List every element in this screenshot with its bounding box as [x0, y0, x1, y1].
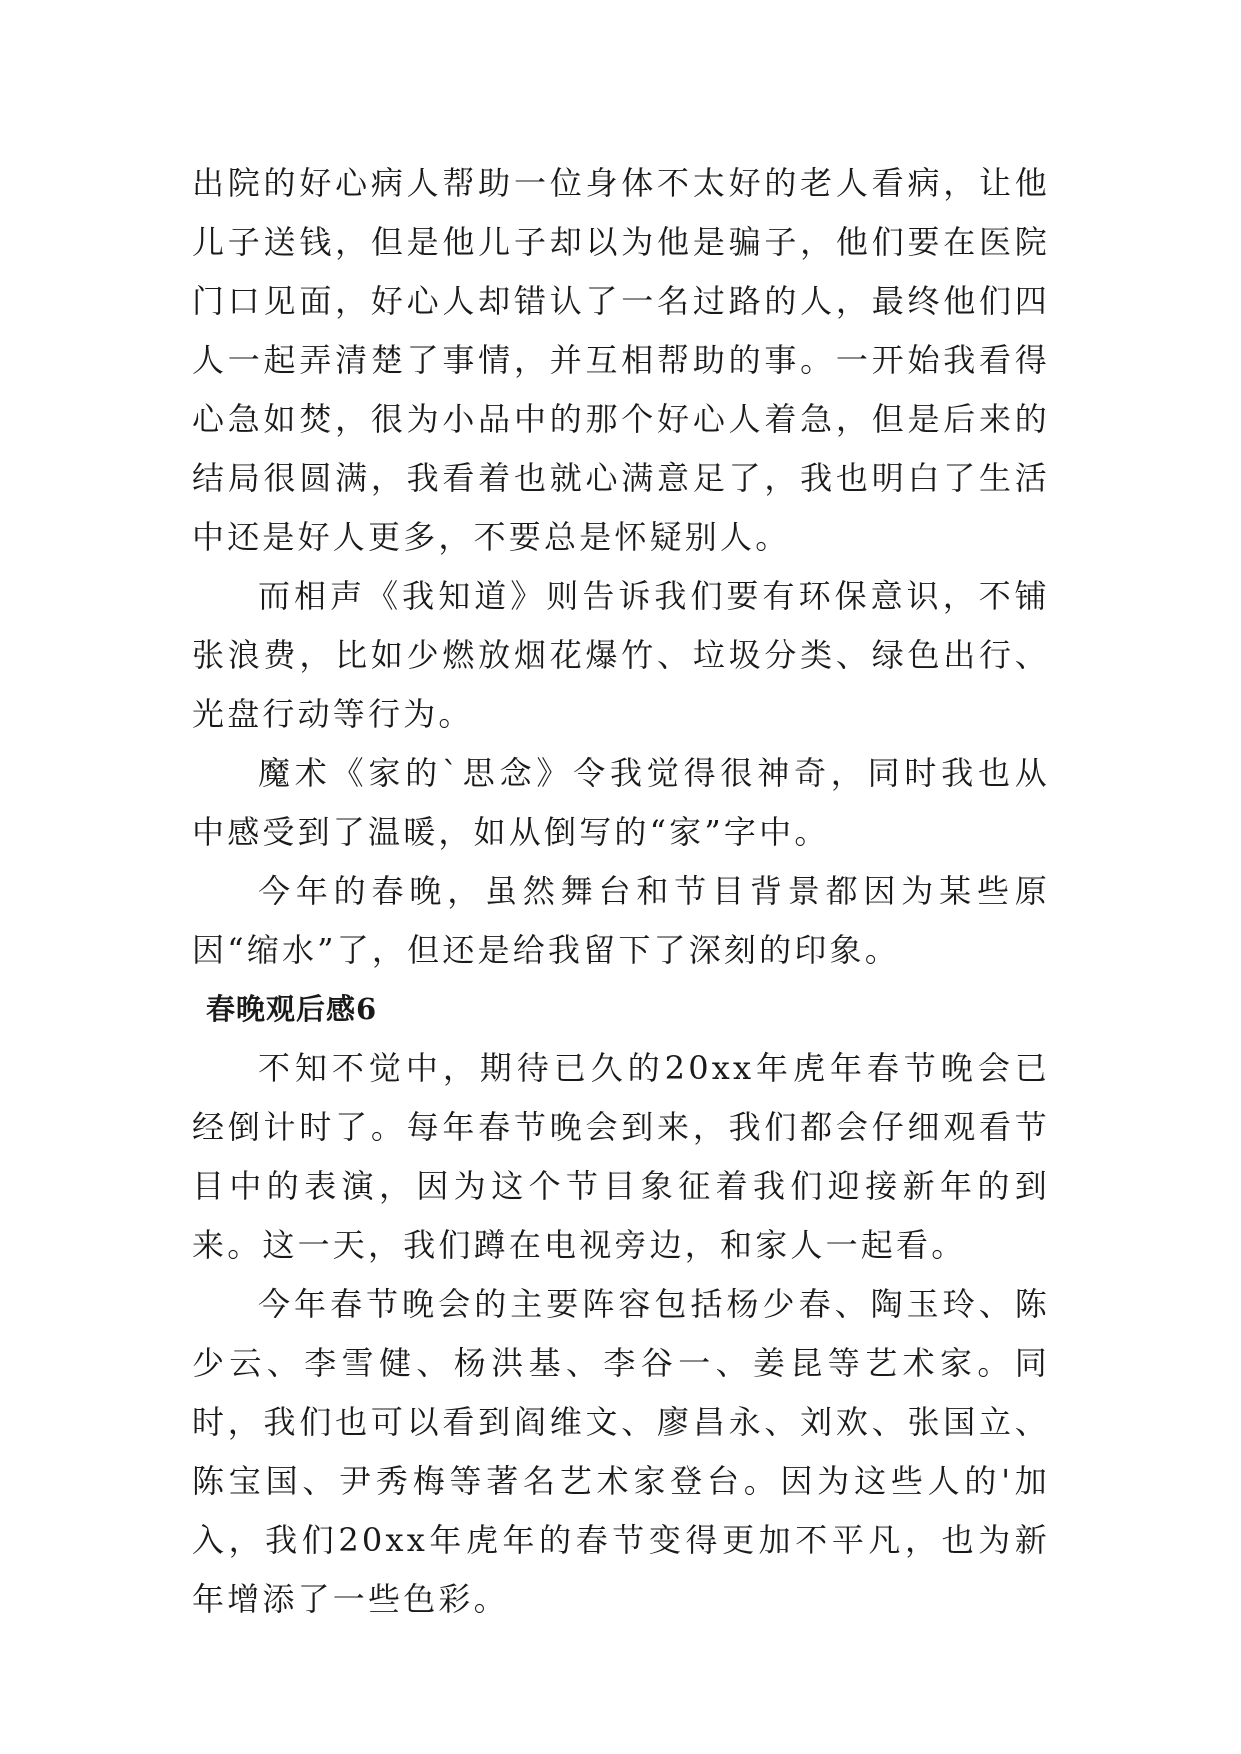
paragraph: 今年的春晚，虽然舞台和节目背景都因为某些原因“缩水”了，但还是给我留下了深刻的印象。 [192, 872, 1050, 969]
paragraph: 不知不觉中，期待已久的20xx年虎年春节晚会已经倒计时了。每年春节晚会到来，我们都会仔细观看节目中的表演，因为这个节目象征着我们迎接新年的到来。这一天，我们蹲在电视旁边，和家人一起看。 [192, 1049, 1050, 1264]
document-body [192, 154, 1050, 1629]
section-heading: 春晚观后感6 [206, 992, 378, 1026]
paragraph: 魔术《家的`思念》令我觉得很神奇，同时我也从中感受到了温暖，如从倒写的“家”字中。 [192, 754, 1050, 851]
paragraph: 今年春节晚会的主要阵容包括杨少春、陶玉玲、陈少云、李雪健、杨洪基、李谷一、姜昆等艺术家。同时，我们也可以看到阎维文、廖昌永、刘欢、张国立、陈宝国、尹秀梅等著名艺术家登台。因为这些人的'加入，我们20xx年虎年的春节变得更加不平凡，也为新年增添了一些色彩。 [192, 1285, 1050, 1618]
paragraph: 而相声《我知道》则告诉我们要有环保意识，不铺张浪费，比如少燃放烟花爆竹、垃圾分类、绿色出行、光盘行动等行为。 [192, 577, 1050, 733]
paragraph: 出院的好心病人帮助一位身体不太好的老人看病，让他儿子送钱，但是他儿子却以为他是骗子，他们要在医院门口见面，好心人却错认了一名过路的人，最终他们四人一起弄清楚了事情，并互相帮助的事。一开始我看得心急如焚，很为小品中的那个好心人着急，但是后来的结局很圆满，我看着也就心满意足了，我也明白了生活中还是好人更多，不要总是怀疑别人。 [192, 164, 1050, 556]
